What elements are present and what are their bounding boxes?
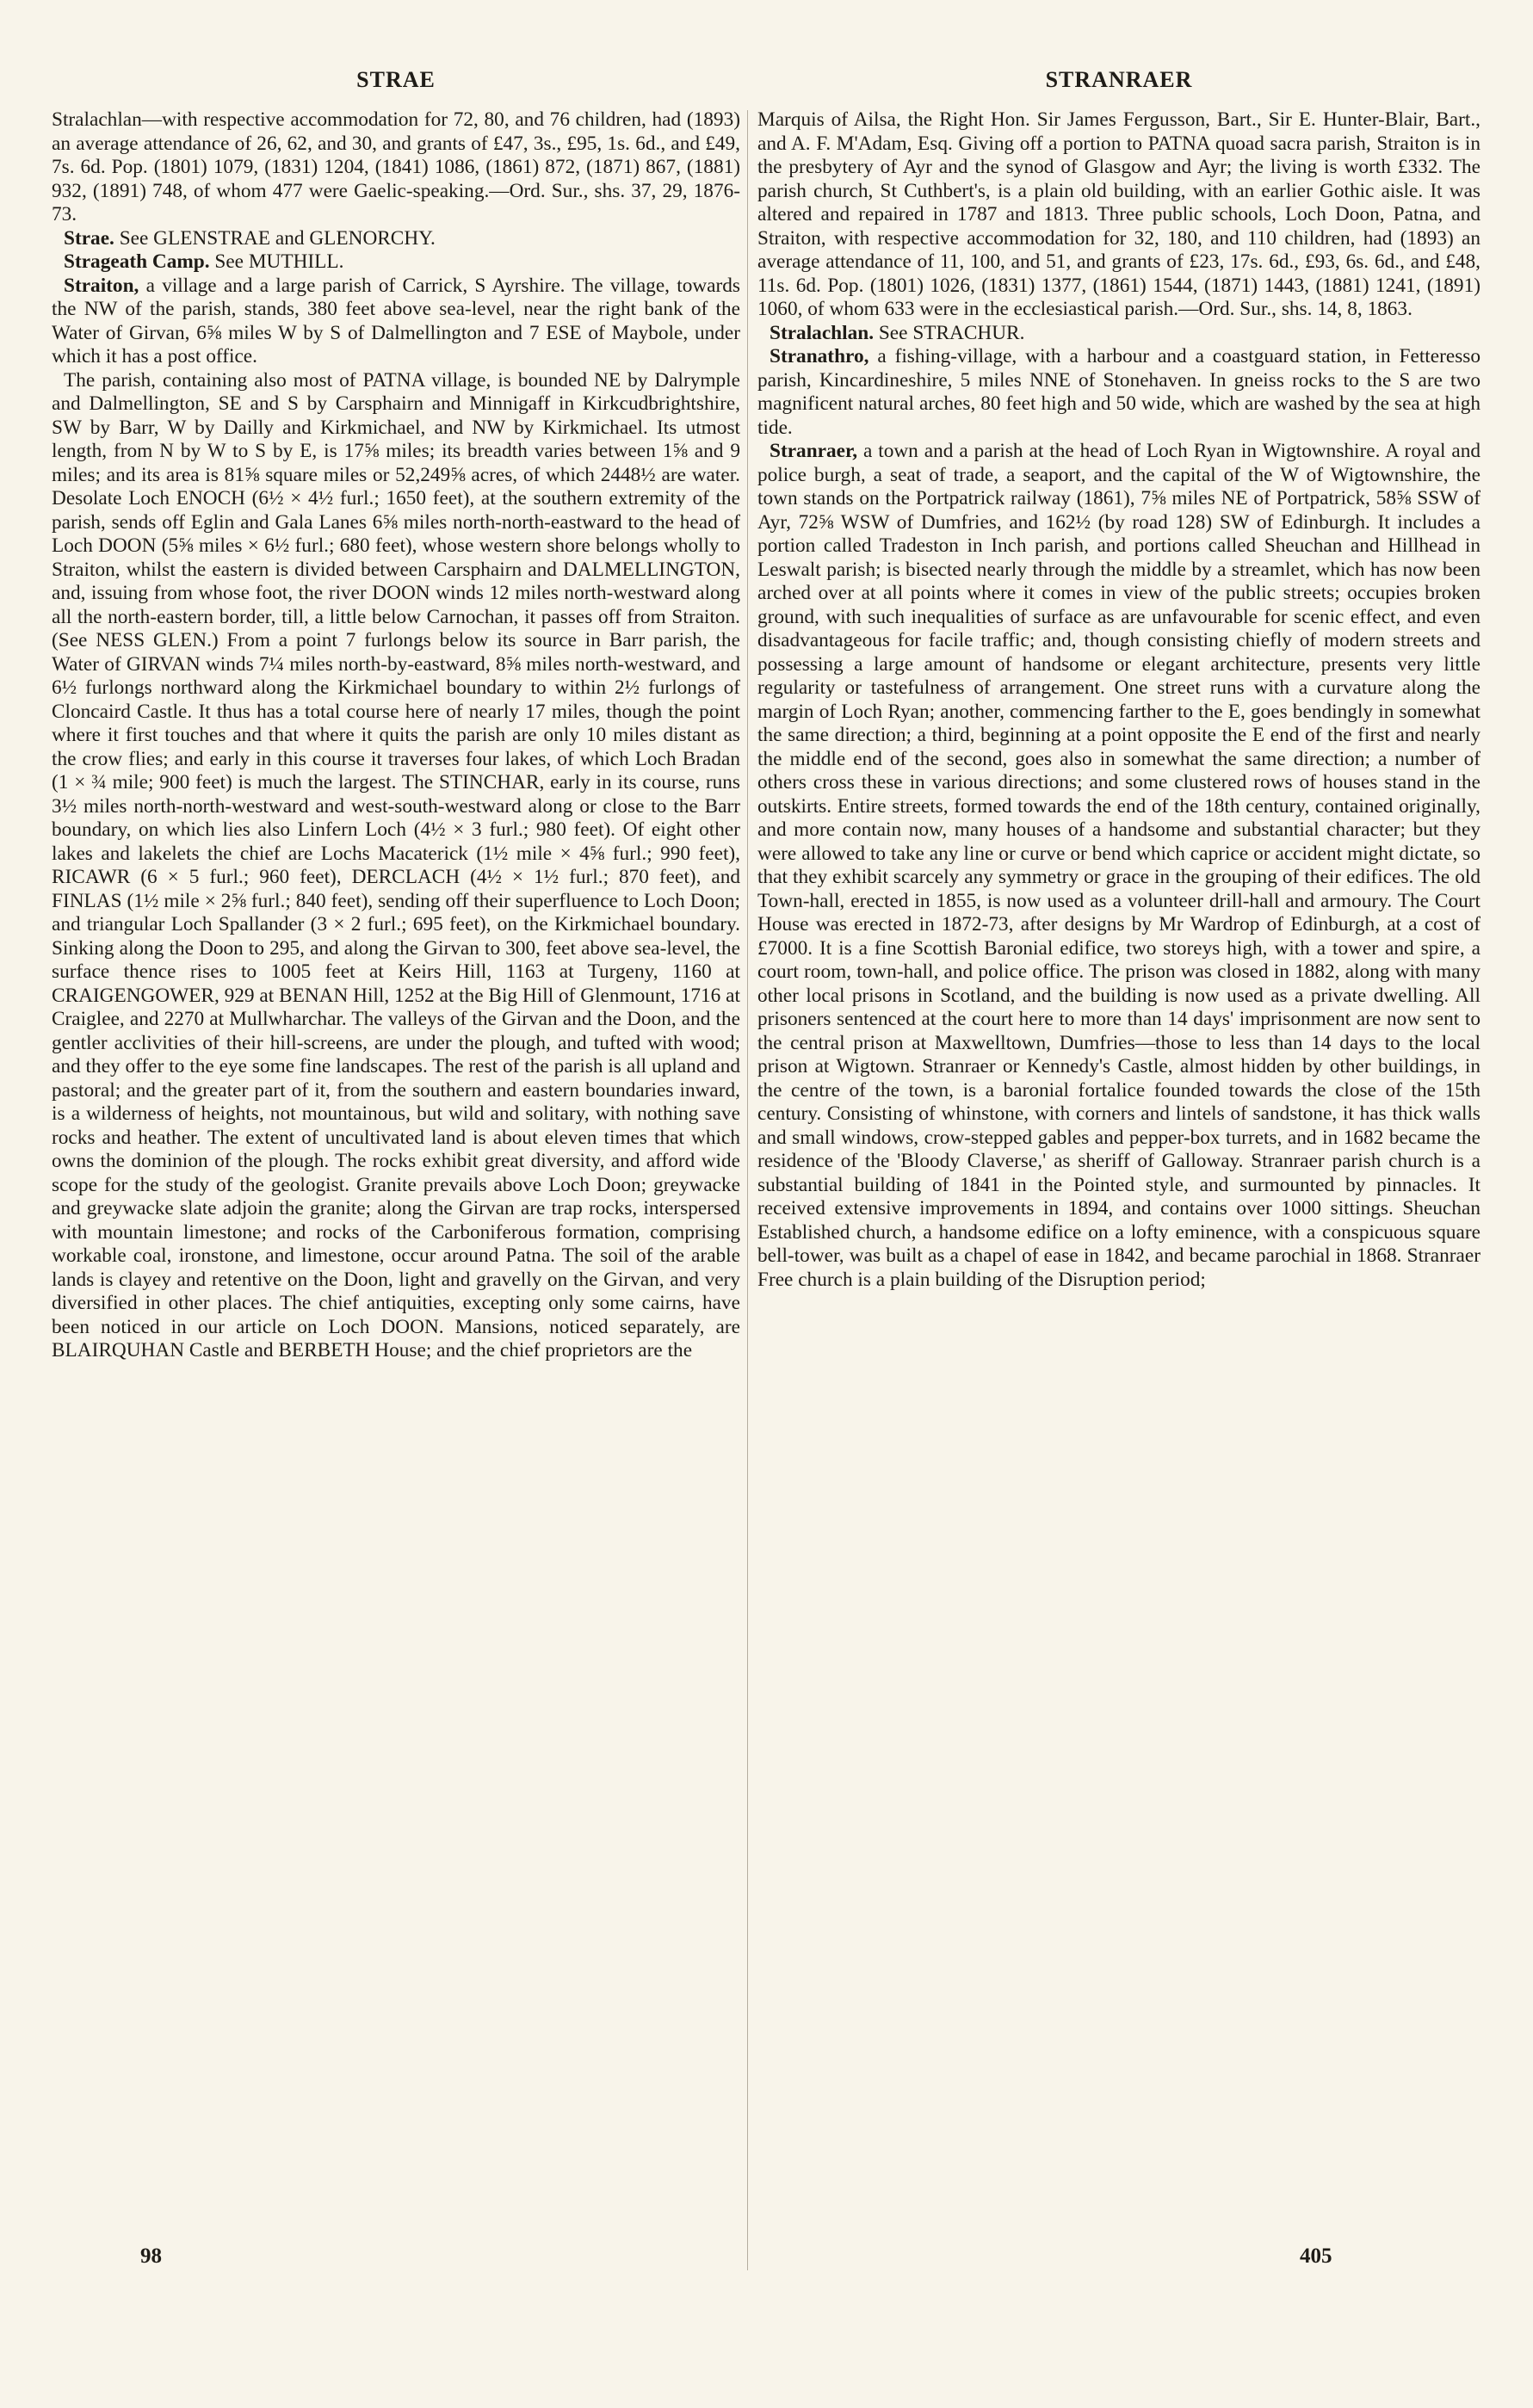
body-paragraph: [52, 369, 740, 1363]
entry-headword: Strageath Camp.: [64, 250, 210, 273]
running-head-left: STRAE: [356, 67, 436, 92]
entry-headword: Stranathro,: [770, 345, 869, 367]
entry-text: a town and a parish at the head of Loch Ryan in Wigtownshire. A royal and police burgh, a seat of trade, a seaport, and the capital of the W of Wigtownshire, the town stands on the Portpatrick railway (1861), 7⅝ miles NE of Portpatrick, 58⅝ SSW of Ayr, 72⅝ WSW of Dumfries, and 162½ (by road 128) SW of Edinburgh. It includes a portion called Tradeston in Inch parish, and portions called Sheuchan and Hillhead in Leswalt parish; is bisected nearly through the middle by a streamlet, which has now been arched over at all points where it comes in view of the public streets; occupies broken ground, with such inequalities of surface as are unfavourable for scenic effect, and even disadvantageous for facile traffic; and, though consisting chiefly of modern streets and possessing a large amount of handsome or elegant architecture, presents very little regularity or tastefulness of arrangement. One street runs with a curvature along the margin of Loch Ryan; another, commencing farther to the E, goes bendingly in somewhat the same direction; a third, beginning at a point opposite the E end of the first and nearly the middle end of the second, goes also in somewhat the same direction; a number of others cross these in various directions; and some clustered rows of houses stand in the outskirts. Entire streets, formed towards the end of the 18th century, contained originally, and more contain now, many houses of a handsome and substantial character; but they were allowed to take any line or curve or bend which caprice or accident might dictate, so that they exhibit scarcely any symmetry or grace in the grouping of their edifices. The old Town-hall, erected in 1855, is now used as a volunteer drill-hall and armoury. The Court House was erected in 1872-73, after designs by Mr Wardrop of Edinburgh, at a cost of £7000. It is a fine Scottish Baronial edifice, two storeys high, with a tower and spire, a court room, town-hall, and police office. The prison was closed in 1882, along with many other local prisons in Scotland, and the building is now used as a private dwelling. All prisoners sentenced at the court here to more than 14 days' imprisonment are now sent to the central prison at Maxwelltown, Dumfries—those to less than 14 days to the local prison at Wigtown. Stranraer or Kennedy's Castle, almost hidden by other buildings, in the centre of the town, is a baronial fortalice founded towards the close of the 15th century. Consisting of whinstone, with corners and lintels of sandstone, it has thick walls and small windows, crow-stepped gables and pepper-box turrets, and in 1682 became the residence of the 'Bloody Claverse,' as sheriff of Galloway. Stranraer parish church is a substantial building of 1841 in the Pointed style, and surmounted by pinnacles. It received extensive improvements in 1894, and contains over 1000 sittings. Sheuchan Established church, a handsome edifice on a lofty eminence, with a conspicuous square bell-tower, was built as a chapel of ease in 1842, and became parochial in 1868. Stranraer Free church is a plain building of the Disruption period;: [757, 440, 1480, 1291]
right-column: [757, 108, 1480, 2260]
entry-text: a village and a large parish of Carrick, S Ayrshire. The village, towards the NW of the parish, stands, 380 feet above sea-level, near the right bank of the Water of Girvan, 6⅝ miles W by S of Dalmellington and 7 ESE of Maybole, under which it has a post office.: [52, 274, 740, 367]
page-number-left: 98: [140, 2244, 162, 2268]
entry-headword: Strae.: [64, 226, 114, 250]
entry-text: The parish, containing also most of PATNA village, is bounded NE by Dalrymple and Dalmellington, SE and S by Carsphairn and Minnigaff in Kirkcudbrightshire, SW by Barr, W by Dailly and Kirkmichael, and NW by Kirkmichael. Its utmost length, from N by W to S by E, is 17⅝ miles; its breadth varies between 1⅝ and 9 miles; and its area is 81⅝ square miles or 52,249⅝ acres, of which 2448½ are water. Desolate Loch ENOCH (6½ × 4½ furl.; 1650 feet), at the southern extremity of the parish, sends off Eglin and Gala Lanes 6⅝ miles north-north-eastward to the head of Loch DOON (5⅝ miles × 6½ furl.; 680 feet), whose western shore belongs wholly to Straiton, whilst the eastern is divided between Carsphairn and DALMELLINGTON, and, issuing from whose foot, the river DOON winds 12 miles north-westward along all the north-eastern border, till, a little below Carnochan, it passes off from Straiton. (See NESS GLEN.) From a point 7 furlongs below its source in Barr parish, the Water of GIRVAN winds 7¼ miles north-by-eastward, 8⅝ miles north-westward, and 6½ furlongs northward along the Kirkmichael boundary to within 2½ furlongs of Cloncaird Castle. It thus has a total course here of nearly 17 miles, though the point where it first touches and that where it quits the parish are only 10 miles distant as the crow flies; and early in this course it traverses four lakes, of which Loch Bradan (1 × ¾ mile; 900 feet) is much the largest. The STINCHAR, early in its course, runs 3½ miles north-north-westward and west-south-westward along or close to the Barr boundary, on which lies also Linfern Loch (4½ × 3 furl.; 980 feet). Of eight other lakes and lakelets the chief are Lochs Macaterick (1½ mile × 4⅝ furl.; 990 feet), RICAWR (6 × 5 furl.; 960 feet), DERCLACH (4½ × 1½ furl.; 870 feet), and FINLAS (1½ mile × 2⅝ furl.; 840 feet), sending off their superfluence to Loch Doon; and triangular Loch Spallander (3 × 2 furl.; 695 feet), on the Kirkmichael boundary. Sinking along the Doon to 295, and along the Girvan to 300, feet above sea-level, the surface thence rises to 1005 feet at Keirs Hill, 1163 at Turgeny, 1160 at CRAIGENGOWER, 929 at BENAN Hill, 1252 at the Big Hill of Glenmount, 1716 at Craiglee, and 2270 at Mullwharchar. The valleys of the Girvan and the Doon, and the gentler acclivities of their hill-screens, are under the plough, and tufted with wood; and they offer to the eye some fine landscapes. The rest of the parish is all upland and pastoral; and the greater part of it, from the southern and eastern boundaries inward, is a wilderness of heights, not mountainous, but wild and solitary, with nothing save rocks and heather. The extent of uncultivated land is about eleven times that which owns the dominion of the plough. The rocks exhibit great diversity, and afford wide scope for the study of the geologist. Granite prevails above Loch Doon; greywacke and greywacke slate adjoin the granite; along the Girvan are trap rocks, interspersed with mountain limestone; and rocks of the Carboniferous formation, comprising workable coal, ironstone, and limestone, occur around Patna. The soil of the arable lands is clayey and retentive on the Doon, light and gravelly on the Girvan, and very diversified in other places. The chief antiquities, excepting only some cairns, have been noticed in our article on Loch DOON. Mansions, noticed separately, are BLAIRQUHAN Castle and BERBETH House; and the chief proprietors are the: [52, 368, 740, 1361]
entry-paragraph: [52, 250, 740, 275]
left-column: [52, 108, 740, 2260]
column-divider: [747, 110, 748, 2270]
entry-headword: Straiton,: [64, 274, 139, 297]
body-paragraph: [52, 108, 740, 227]
entry-paragraph: [52, 227, 740, 251]
entry-paragraph: [757, 322, 1480, 346]
entry-text: See STRACHUR.: [874, 321, 1025, 344]
body-paragraph: [757, 108, 1480, 322]
page-number-right: 405: [1300, 2244, 1332, 2268]
entry-paragraph: [52, 275, 740, 369]
entry-headword: Stranraer,: [770, 440, 858, 462]
entry-text: See MUTHILL.: [209, 250, 344, 273]
entry-text: Marquis of Ailsa, the Right Hon. Sir James Fergusson, Bart., Sir E. Hunter-Blair, Bart., and A. F. M'Adam, Esq. Giving off a portion to PATNA quoad sacra parish, Straiton is in the presbytery of Ayr and the synod of Glasgow and Ayr; the living is worth £332. The parish church, St Cuthbert's, is a plain old building, with an earlier Gothic aisle. It was altered and repaired in 1787 and 1813. Three public schools, Loch Doon, Patna, and Straiton, with respective accommodation for 32, 180, and 110 children, had (1893) an average attendance of 11, 100, and 51, and grants of £23, 17s. 6d., £93, 6s. 6d., and £48, 11s. 6d. Pop. (1801) 1026, (1831) 1377, (1861) 1544, (1871) 1443, (1881) 1241, (1891) 1060, of whom 633 were in the ecclesiastical parish.—Ord. Sur., shs. 14, 8, 1863.: [757, 108, 1480, 320]
entry-text: Stralachlan—with respective accommodation for 72, 80, and 76 children, had (1893) an average attendance of 26, 62, and 30, and grants of £47, 3s., £95, 1s. 6d., and £49, 7s. 6d. Pop. (1801) 1079, (1831) 1204, (1841) 1086, (1861) 872, (1871) 867, (1881) 932, (1891) 748, of whom 477 were Gaelic-speaking.—Ord. Sur., shs. 37, 29, 1876-73.: [52, 108, 740, 225]
entry-text: See GLENSTRAE and GLENORCHY.: [114, 226, 436, 250]
entry-paragraph: [757, 345, 1480, 440]
running-head-right: STRANRAER: [1045, 67, 1193, 92]
entry-headword: Stralachlan.: [770, 321, 875, 344]
entry-paragraph: [757, 440, 1480, 1292]
entry-text: a fishing-village, with a harbour and a coastguard station, in Fetteresso parish, Kincardineshire, 5 miles NNE of Stonehaven. In gneiss rocks to the S are two magnificent natural arches, 80 feet high and 50 wide, which are washed by the sea at high tide.: [757, 345, 1480, 439]
